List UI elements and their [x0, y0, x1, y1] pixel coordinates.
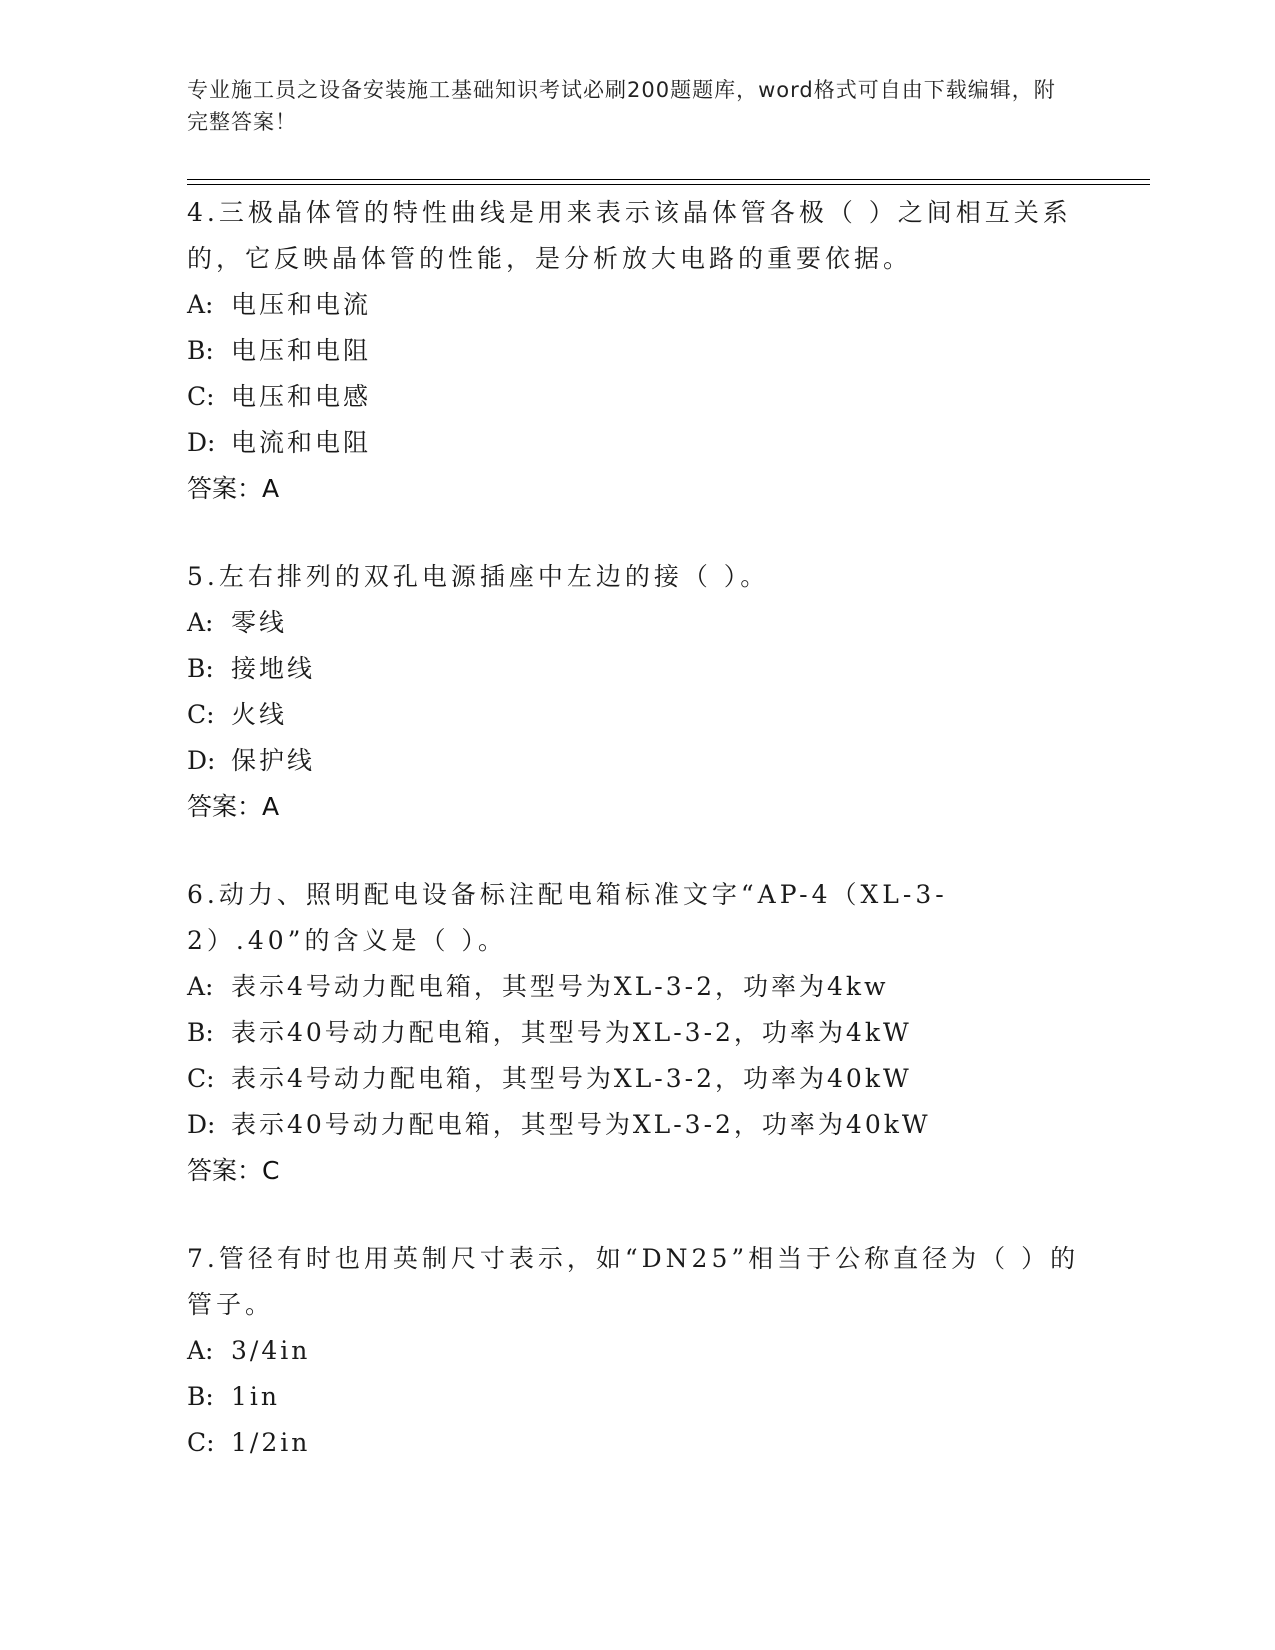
- option-c: [187, 1420, 1087, 1466]
- option-text: 电流和电阻: [231, 428, 372, 457]
- question-stem: 4.三极晶体管的特性曲线是用来表示该晶体管各极（ ）之间相互关系的，它反映晶体管的性能，是分析放大电路的重要依据。: [187, 198, 1072, 273]
- question-stem: 7.管径有时也用英制尺寸表示，如“DN25”相当于公称直径为（ ）的管子。: [187, 1244, 1080, 1319]
- question-stem: 6.动力、照明配电设备标注配电箱标准文字“AP-4（XL-3-2）.40”的含义是（ ）。: [187, 880, 948, 955]
- answer: 答案：A: [187, 474, 280, 503]
- option-d: [187, 420, 1087, 466]
- document-intro: 专业施工员之设备安装施工基础知识考试必刷200题题库，word格式可自由下载编辑，附完整答案！: [187, 78, 1056, 134]
- answer: 答案：A: [187, 792, 280, 821]
- question-spacer: [187, 830, 1087, 872]
- option-a: [187, 964, 1087, 1010]
- option-text: 零线: [231, 608, 288, 637]
- option-key: A:: [187, 608, 214, 637]
- option-key: C:: [187, 382, 215, 411]
- option-text: 3/4in: [231, 1336, 311, 1365]
- option-text: 表示4号动力配电箱，其型号为XL-3-2，功率为40kW: [231, 1064, 912, 1093]
- option-d: [187, 738, 1087, 784]
- question-6: [187, 872, 1087, 1194]
- question-stem: 5.左右排列的双孔电源插座中左边的接（ ）。: [187, 562, 770, 591]
- option-c: [187, 1056, 1087, 1102]
- option-text: 电压和电流: [231, 290, 372, 319]
- option-key: B:: [187, 1382, 214, 1411]
- question-list: [187, 190, 1087, 1466]
- option-key: A:: [187, 290, 214, 319]
- option-text: 表示40号动力配电箱，其型号为XL-3-2，功率为4kW: [231, 1018, 912, 1047]
- option-key: B:: [187, 654, 214, 683]
- option-text: 表示4号动力配电箱，其型号为XL-3-2，功率为4kw: [231, 972, 889, 1001]
- question-5: [187, 554, 1087, 830]
- option-key: D:: [187, 746, 216, 775]
- option-b: [187, 646, 1087, 692]
- option-text: 保护线: [231, 746, 316, 775]
- option-c: [187, 374, 1087, 420]
- option-a: [187, 1328, 1087, 1374]
- question-7: [187, 1236, 1087, 1466]
- header-rule-bottom: [187, 184, 1150, 185]
- option-key: B:: [187, 336, 214, 365]
- option-key: C:: [187, 700, 215, 729]
- question-spacer: [187, 1194, 1087, 1236]
- option-text: 1in: [231, 1382, 281, 1411]
- option-text: 1/2in: [231, 1428, 311, 1457]
- answer: 答案：C: [187, 1156, 280, 1185]
- option-key: D:: [187, 1110, 216, 1139]
- header-rule-top: [187, 179, 1150, 180]
- option-d: [187, 1102, 1087, 1148]
- option-a: [187, 600, 1087, 646]
- option-key: B:: [187, 1018, 214, 1047]
- option-key: C:: [187, 1064, 215, 1093]
- option-text: 表示40号动力配电箱，其型号为XL-3-2，功率为40kW: [231, 1110, 931, 1139]
- option-text: 火线: [231, 700, 288, 729]
- option-key: A:: [187, 972, 214, 1001]
- option-text: 接地线: [231, 654, 316, 683]
- option-key: D:: [187, 428, 216, 457]
- question-spacer: [187, 512, 1087, 554]
- option-b: [187, 1010, 1087, 1056]
- option-text: 电压和电感: [231, 382, 372, 411]
- option-text: 电压和电阻: [231, 336, 372, 365]
- option-key: A:: [187, 1336, 214, 1365]
- option-key: C:: [187, 1428, 215, 1457]
- option-c: [187, 692, 1087, 738]
- question-4: [187, 190, 1087, 512]
- option-a: [187, 282, 1087, 328]
- option-b: [187, 1374, 1087, 1420]
- option-b: [187, 328, 1087, 374]
